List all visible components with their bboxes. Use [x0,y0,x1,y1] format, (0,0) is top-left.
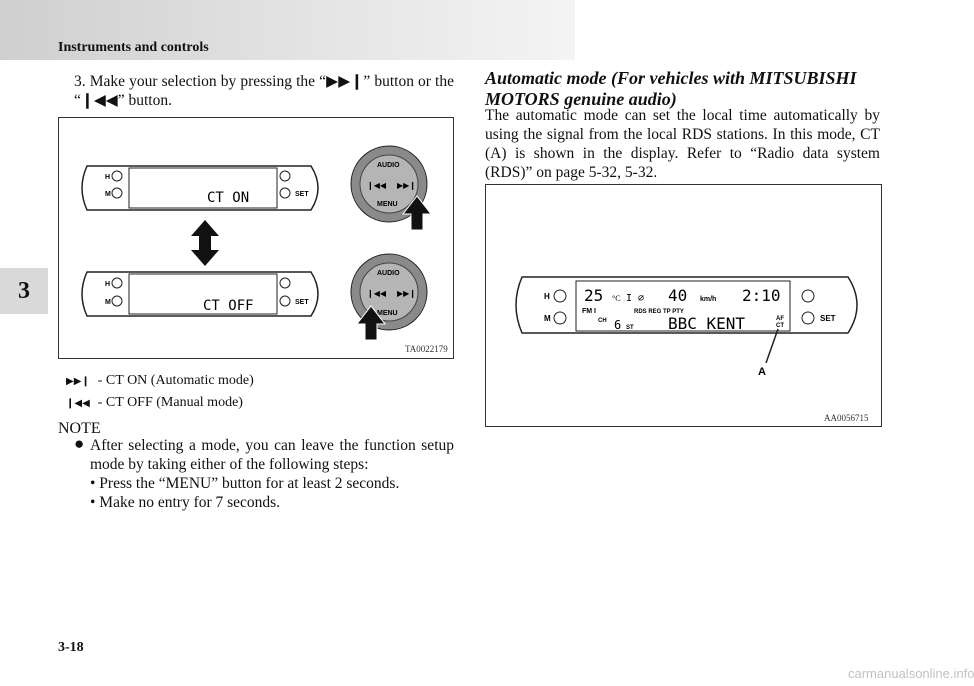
legend-ct-on-text: - CT ON (Automatic mode) [97,373,254,388]
step-3-text: 3. Make your selection by pressing the “▶▶❙” button or the “❙◀◀” button. [74,73,454,109]
figure-ct-toggle-drawing [59,118,453,358]
switch-arrow [191,220,219,266]
rds-time: 2:10 [742,286,781,305]
top-lcd [129,168,277,208]
rds-right-button [802,290,814,302]
top-knob-menu: MENU [377,201,398,208]
rds-m-label: M [544,314,551,323]
rds-set-label: SET [820,314,836,323]
figure1-code: TA0022179 [405,344,448,354]
bottom-m-button [112,296,122,306]
top-knob-audio: AUDIO [377,162,400,169]
rds-fm: FM I [582,308,596,315]
chapter-number: 3 [18,278,30,304]
bottom-right-button [280,278,290,288]
bottom-h-label: H [105,281,111,288]
figure2-code: AA0056715 [824,413,869,423]
rds-set-button [802,312,814,324]
bottom-knob-menu: MENU [377,310,398,317]
figure-rds-display [485,184,882,427]
bottom-set-button [280,296,290,306]
top-right-button [280,171,290,181]
section-heading: Automatic mode (For vehicles with MITSUBISHI MOTORS genuine audio) [485,68,857,109]
bottom-set-label: SET [295,299,309,306]
callout-line [766,329,778,363]
rds-h-button [554,290,566,302]
rds-unit: km/h [700,296,717,303]
note-line-3: • Make no entry for 7 seconds. [90,494,281,511]
callout-label: A [758,366,766,378]
rds-temp: 25 [584,286,604,305]
top-h-button [112,171,122,181]
legend-ct-on [66,373,254,389]
rds-deg: °C [612,294,621,303]
top-set-label: SET [295,191,309,198]
legend-ct-off-text: - CT OFF (Manual mode) [97,395,243,410]
top-m-label: M [105,191,111,198]
top-m-button [112,188,122,198]
rds-st: ST [626,325,634,331]
rds-six: 6 [614,318,622,332]
top-h-label: H [105,174,111,181]
bottom-knob-next-icon: ▶▶❙ [397,289,417,298]
figure-ct-toggle [58,117,454,359]
rds-h-label: H [544,292,550,301]
section-paragraph: The automatic mode can set the local time automatically by using the signal from the local RDS stations. In this mode, CT (A) is shown in the display. Refer to “Radio data system (RDS)” on page 5-32, 5-32. [485,107,880,181]
rds-af: AF [776,316,784,322]
top-knob-next-icon: ▶▶❙ [397,181,417,190]
note-line-1: After selecting a mode, you can leave the function setup mode by taking either of the following steps: [90,437,454,473]
top-knob-prev-icon: ❙◀◀ [367,181,387,190]
bottom-m-label: M [105,299,111,306]
note-body [90,436,454,512]
next-track-icon: ▶▶❙ [66,376,90,387]
rds-ch: CH [598,318,607,324]
top-lcd-text: CT ON [207,190,250,206]
bottom-knob-prev-icon: ❙◀◀ [367,289,387,298]
bottom-h-button [112,278,122,288]
legend-ct-off [66,395,243,411]
prev-track-icon: ❙◀◀ [66,398,90,409]
figure-rds-display-drawing [486,185,881,426]
note-title: NOTE [58,420,101,437]
watermark: carmanualsonline.info [848,666,974,681]
rds-io: I ∅ [626,293,645,304]
rds-ct: CT [776,323,784,329]
running-header: Instruments and controls [58,40,209,55]
note-bullet: ● [74,434,85,453]
rds-m-button [554,312,566,324]
rds-speed: 40 [668,286,688,305]
top-set-button [280,188,290,198]
rds-station: BBC KENT [668,314,746,333]
bottom-lcd-text: CT OFF [203,298,254,314]
note-line-2: • Press the “MENU” button for at least 2 seconds. [90,475,400,492]
bottom-knob-audio: AUDIO [377,270,400,277]
page-number: 3-18 [58,640,84,655]
rds-flags: RDS REG TP PTY [634,309,684,315]
